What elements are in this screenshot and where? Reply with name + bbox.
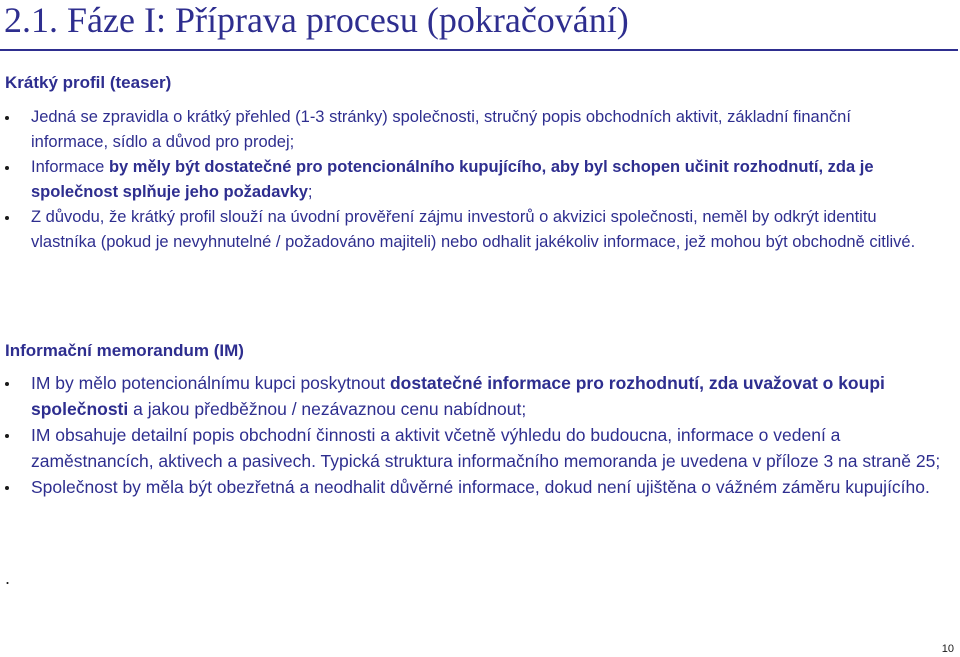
section-heading-memorandum: Informační memorandum (IM) [5, 341, 244, 360]
bullet-dot-icon [5, 434, 9, 438]
bullet-text: Informace [31, 158, 109, 176]
trailing-period: . [5, 568, 11, 588]
emphasized-text: by měly být dostatečné pro potencionálního kupujícího, aby byl schopen učinit rozhodnutí, zda je společnost splňuje jeho požadavky [31, 158, 874, 201]
section-heading-teaser: Krátký profil (teaser) [5, 73, 172, 92]
memorandum-bullet-list [5, 370, 950, 500]
teaser-bullet-item [5, 105, 920, 155]
bullet-dot-icon [5, 486, 9, 490]
bullet-text: a jakou předběžnou / nezávaznou cenu nabídnout; [128, 399, 527, 419]
bullet-text: Z důvodu, že krátký profil slouží na úvodní prověření zájmu investorů o akvizici společnosti, neměl by odkrýt identitu vlastníka (pokud je nevyhnutelné / požadováno majiteli) nebo odhalit jakékoliv informace, jež mohou být obchodně citlivé. [31, 208, 916, 251]
emphasized-text: dostatečné informace pro rozhodnutí, zda uvažovat o koupi společnosti [31, 373, 885, 419]
page-number: 10 [941, 643, 954, 655]
bullet-text: ; [307, 183, 313, 201]
teaser-bullet-item [5, 205, 920, 255]
teaser-bullet-list [5, 105, 920, 255]
bullet-dot-icon [5, 116, 9, 120]
bullet-text: Jedná se zpravidla o krátký přehled (1-3 stránky) společnosti, stručný popis obchodních aktivit, základní finanční informace, sídlo a důvod pro prodej; [31, 108, 851, 151]
bullet-dot-icon [5, 166, 9, 170]
bullet-text: IM by mělo potencionálnímu kupci poskytnout [31, 373, 390, 393]
bullet-dot-icon [5, 382, 9, 386]
memorandum-bullet-item [5, 474, 950, 500]
bullet-text: IM obsahuje detailní popis obchodní činnosti a aktivit včetně výhledu do budoucna, informace o vedení a zaměstnancích, aktivech a pasivech. Typická struktura informačního memoranda je uvedena v příloze 3 na straně 25; [31, 425, 941, 471]
bullet-text: Společnost by měla být obezřetná a neodhalit důvěrné informace, dokud není ujištěna o vážném záměru kupujícího. [31, 477, 930, 497]
teaser-bullet-item [5, 155, 920, 205]
title-underline [0, 49, 958, 51]
memorandum-bullet-item [5, 422, 950, 474]
bullet-dot-icon [5, 216, 9, 220]
memorandum-bullet-item [5, 370, 950, 422]
slide-title: 2.1. Fáze I: Příprava procesu (pokračování) [4, 0, 629, 40]
